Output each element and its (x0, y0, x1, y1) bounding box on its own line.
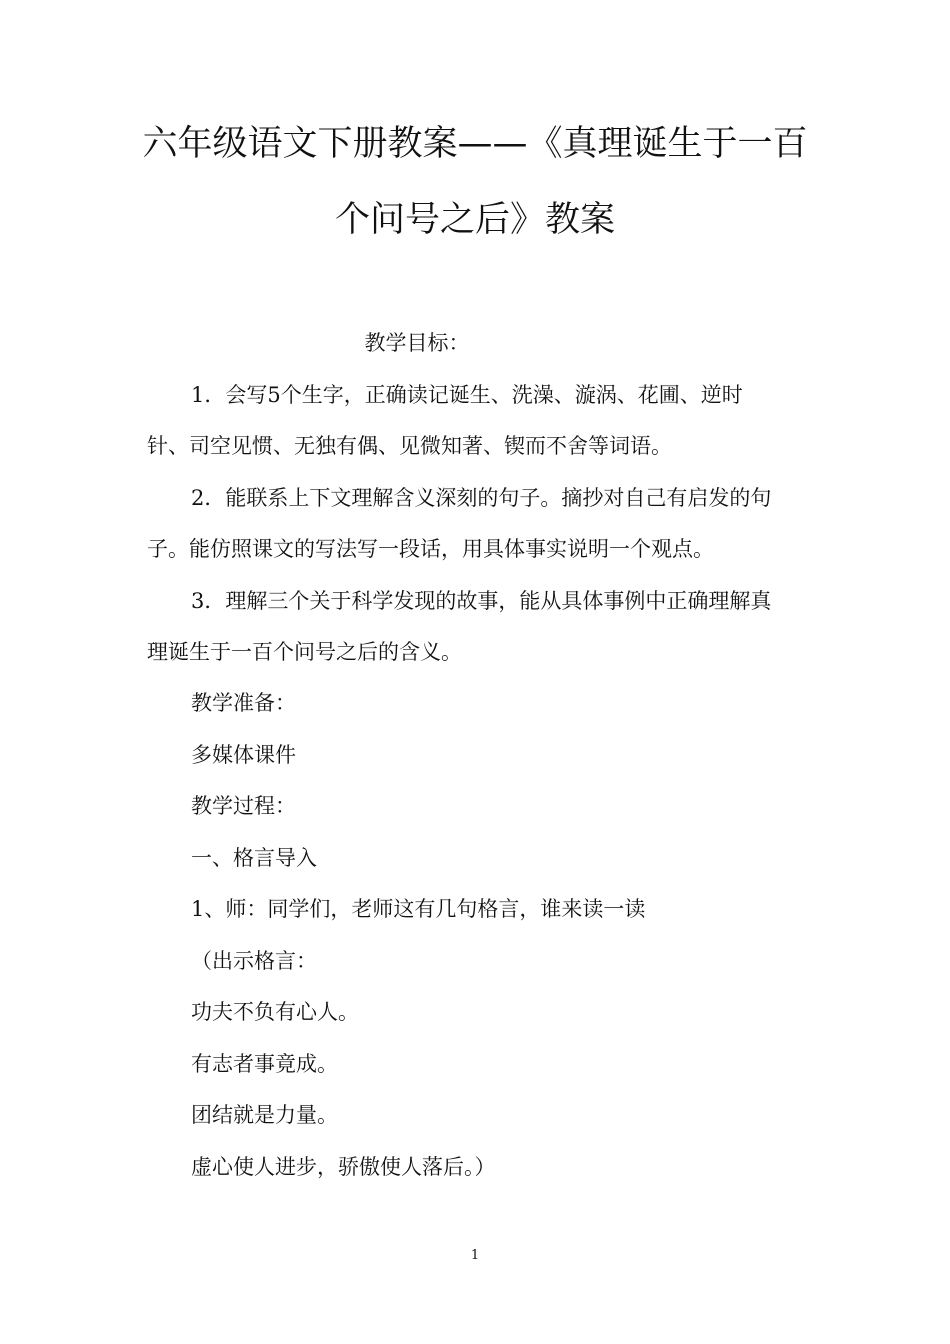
goal-1-number: 1 (191, 383, 205, 407)
goal-3-text: ．理解三个关于科学发现的故事，能从具体事例中正确理解真 (204, 589, 772, 613)
quote-2: 有志者事竟成。 (191, 1052, 338, 1076)
goal-1-text-a: ．会写 (204, 383, 268, 407)
step-1-text (191, 894, 645, 924)
goal-3-line-1 (191, 586, 771, 616)
quote-open: （出示格言： (191, 949, 317, 973)
step-1-body: 、师：同学们，老师这有几句格言，谁来读一读 (204, 897, 646, 921)
quote-1: 功夫不负有心人。 (191, 1000, 359, 1024)
page-number: 1 (470, 1248, 480, 1263)
section-heading-goals: 教学目标： (364, 331, 470, 355)
goal-1-text-b: 个生字，正确读记诞生、洗澡、漩涡、花圃、逆时 (280, 383, 743, 407)
step-1-title: 一、格言导入 (191, 846, 317, 870)
goal-1-line-2: 针、司空见惯、无独有偶、见微知著、锲而不舍等词语。 (147, 434, 672, 458)
goal-2-line-2: 子。能仿照课文的写法写一段话，用具体事实说明一个观点。 (147, 537, 714, 561)
goal-3-number: 3 (191, 589, 205, 613)
quote-3: 团结就是力量。 (191, 1103, 338, 1127)
prep-item: 多媒体课件 (191, 743, 296, 767)
goal-1-line-1 (191, 380, 743, 410)
goal-2-line-1 (191, 483, 771, 513)
document-title-line-1: 六年级语文下册教案——《真理诞生于一百 (142, 124, 808, 164)
section-heading-prep: 教学准备： (191, 691, 296, 715)
section-heading-process: 教学过程： (191, 794, 296, 818)
goal-3-line-2: 理诞生于一百个问号之后的含义。 (147, 640, 462, 664)
goal-2-number: 2 (191, 486, 205, 510)
goal-2-text: ．能联系上下文理解含义深刻的句子。摘抄对自己有启发的句 (204, 486, 772, 510)
step-1-number: 1 (191, 897, 205, 921)
quote-4: 虚心使人进步，骄傲使人落后。） (191, 1155, 496, 1179)
goal-1-count: 5 (267, 383, 281, 407)
document-title-line-2: 个问号之后》教案 (334, 200, 615, 240)
